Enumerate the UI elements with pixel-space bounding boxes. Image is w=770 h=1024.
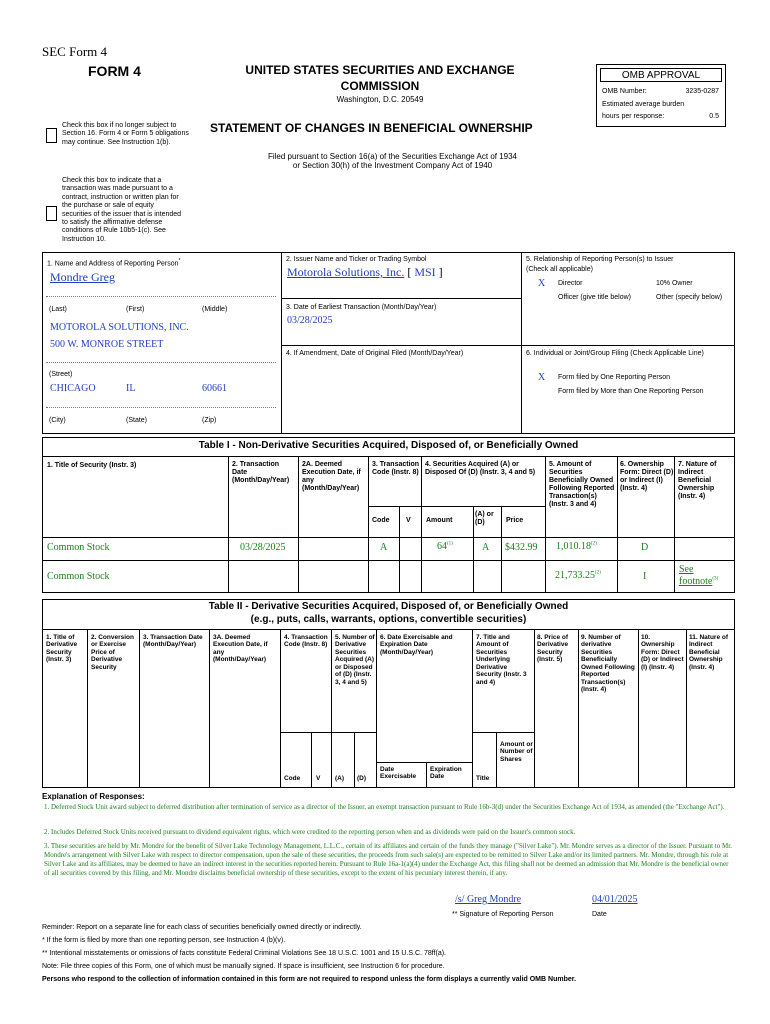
t2-sub-expiration: Expiration Date — [430, 766, 462, 781]
signature-date: 04/01/2025 — [592, 894, 638, 905]
city-value: CHICAGO — [50, 383, 96, 394]
filing-label: 6. Individual or Joint/Group Filing (Check Applicable Line) — [526, 350, 704, 357]
t1-row1-form: D — [641, 542, 649, 553]
t2-sub-title: Title — [476, 775, 490, 782]
t2-sub-code: Code — [284, 775, 301, 782]
table-2-subtitle: (e.g., puts, calls, warrants, options, convertible securities) — [250, 614, 527, 625]
footer-reminder: Reminder: Report on a separate line for each class of securities beneficially owned directly or indirectly. — [42, 924, 362, 931]
reporting-person-name[interactable]: Mondre Greg — [50, 270, 115, 284]
issuer-label: 2. Issuer Name and Ticker or Trading Symbol — [286, 256, 427, 263]
section16-checkbox[interactable] — [46, 128, 57, 143]
t1-row2-form: I — [643, 571, 647, 582]
t1-h6: 6. Ownership Form: Direct (D) or Indirect (I) (Instr. 4) — [620, 461, 674, 493]
signature-date-label: Date — [592, 911, 607, 918]
omb-hours-value: 0.5 — [709, 113, 719, 120]
officer-label: Officer (give title below) — [558, 294, 632, 301]
relationship-sublabel: (Check all applicable) — [526, 266, 593, 273]
owner10-label: 10% Owner — [656, 280, 693, 287]
t1-h2a: 2A. Deemed Execution Date, if any (Month/Day/Year) — [302, 461, 361, 493]
omb-title: OMB APPROVAL — [600, 68, 722, 82]
t2-h4: 4. Transaction Code (Instr. 8) — [284, 634, 328, 649]
rule10b5-text: Check this box to indicate that a transaction was made pursuant to a contract, instruction or written plan for the purchase or sale of equity securities of the issuer that is intended to satisfy the affirmative defense conditions of Rule 10b5-1(c). See Instruction 10. — [62, 177, 182, 243]
t1-row1-code: A — [380, 542, 388, 553]
reporting-person-label: 1. Name and Address of Reporting Person* — [47, 258, 181, 268]
explanation-heading: Explanation of Responses: — [42, 792, 145, 801]
t1-h3: 3. Transaction Code (Instr. 8) — [372, 461, 420, 477]
signature-label: ** Signature of Reporting Person — [452, 911, 554, 918]
state-value: IL — [126, 383, 136, 394]
footnote-1: 1. Deferred Stock Unit award subject to deferred distribution after termination of service as a director of the Issuer, an exempt transaction pursuant to Rule 16b-3(d) under the Securities Exchange Act of 1934, as amended (the "Exchange Act"). — [44, 803, 725, 811]
t1-sub-code: Code — [372, 517, 390, 524]
footnote-3: 3. These securities are held by Mr. Mondre for the benefit of Silver Lake Technology Management, L.L.C., certain of its affiliates and certain of the funds they manage ("Silver Lake"). Mr. Mondre serves as a director of the Issuer. Pursuant to Mr. Mondre's arrangement with Silver Lake with respect to director compensation, upon the sale of these securities, the proceeds from such sale(s) are expected to be remitted to Silver Lake and/or its limited partners. Mr. Mondre, through his role at Silver Lake and its affiliates, may be deemed to have an indirect interest in the securities reported herein. Pursuant to Rule 16a-1(a)(4) under the Exchange Act, this filing shall not be deemed an admission that Mr. Mondre is the beneficial owner of all securities covered by this filing, and Mr. Mondre disclaims beneficial ownership of these securities, except to the extent of his pecuniary interest therein, if any. — [44, 842, 732, 878]
t1-h5: 5. Amount of Securities Beneficially Owned Following Reported Transaction(s) (Instr. 3 and 4) — [549, 461, 615, 509]
t2-h5: 5. Number of Derivative Securities Acquired (A) or Disposed of (D) (Instr. 3, 4 and 5) — [335, 634, 375, 686]
last-name-label: (Last) — [49, 306, 67, 313]
footnote-2: 2. Includes Deferred Stock Units received pursuant to dividend equivalent rights, which were credited to the reporting person when and as dividends were paid on the Issuer's common stock. — [44, 828, 576, 836]
t2-sub-v: V — [316, 775, 321, 782]
earliest-transaction-date: 03/28/2025 — [287, 315, 333, 326]
t2-h10: 10. Ownership Form: Direct (D) or Indirect (I) (Instr. 4) — [641, 634, 684, 671]
statement-title: STATEMENT OF CHANGES IN BENEFICIAL OWNERSHIP — [210, 121, 533, 135]
amendment-label: 4. If Amendment, Date of Original Filed (Month/Day/Year) — [286, 350, 464, 357]
relationship-label: 5. Relationship of Reporting Person(s) to Issuer — [526, 256, 674, 263]
omb-number-label: OMB Number: — [602, 88, 647, 95]
t1-sub-price: Price — [506, 517, 524, 524]
omb-burden-label: Estimated average burden — [602, 101, 685, 108]
t1-row1-owned: 1,010.18$^{(2)}$ — [556, 541, 597, 552]
t1-row2-nature[interactable]: See footnote$^{(3)}$ — [679, 564, 719, 587]
t2-h11: 11. Nature of Indirect Beneficial Ownership (Instr. 4) — [689, 634, 729, 671]
t1-row1-price: $432.99 — [505, 542, 538, 553]
city-label: (City) — [49, 417, 66, 424]
t2-h1: 1. Title of Derivative Security (Instr. 3) — [46, 634, 78, 664]
t1-h2: 2. Transaction Date (Month/Day/Year) — [232, 461, 290, 485]
one-person-mark[interactable]: X — [538, 372, 546, 383]
t2-h7: 7. Title and Amount of Securities Underlying Derivative Security (Instr. 3 and 4) — [476, 634, 527, 686]
omb-approval-box — [596, 64, 726, 127]
t2-h8: 8. Price of Derivative Security (Instr. 5) — [537, 634, 569, 664]
t1-row2-title: Common Stock — [47, 571, 110, 582]
t1-h4: 4. Securities Acquired (A) or Disposed Of (D) (Instr. 3, 4 and 5) — [425, 461, 536, 477]
director-mark[interactable]: X — [538, 278, 546, 289]
director-label: Director — [558, 280, 583, 287]
issuer-name[interactable]: Motorola Solutions, Inc. [ MSI ] — [287, 265, 443, 279]
signature-value: /s/ Greg Mondre — [455, 894, 522, 905]
omb-hours-label: hours per response: — [602, 113, 665, 120]
issuer-ticker: MSI — [414, 265, 436, 279]
footer-joint: * If the form is filed by more than one reporting person, see Instruction 4 (b)(v). — [42, 937, 286, 944]
table-1-title: Table I - Non-Derivative Securities Acquired, Disposed of, or Beneficially Owned — [198, 440, 579, 451]
t2-sub-exercisable: Date Exercisable — [380, 766, 417, 781]
footer-misstatements: ** Intentional misstatements or omissions of facts constitute Federal Criminal Violations See 18 U.S.C. 1001 and 15 U.S.C. 78ff(a). — [42, 950, 446, 957]
agency-line-2: COMMISSION — [340, 79, 420, 93]
t2-h2: 2. Conversion or Exercise Price of Derivative Security — [91, 634, 134, 671]
omb-number-value: 3235-0287 — [685, 88, 719, 95]
footer-omb-notice: Persons who respond to the collection of information contained in this form are not required to respond unless the form displays a currently valid OMB Number. — [42, 976, 577, 983]
zip-value: 60661 — [202, 383, 227, 394]
agency-city: Washington, D.C. 20549 — [336, 95, 424, 104]
t1-row2-owned: 21,733.25$^{(2)}$ — [555, 570, 601, 581]
t2-h3a: 3A. Deemed Execution Date, if any (Month/Day/Year) — [213, 634, 268, 664]
company-name: MOTOROLA SOLUTIONS, INC. — [50, 322, 189, 333]
t1-row1-amount: 64$^{(1)}$ — [437, 541, 453, 552]
t2-sub-amount: Amount or Number of Shares — [500, 741, 533, 763]
filed-pursuant-2: or Section 30(h) of the Investment Company Act of 1940 — [292, 161, 493, 170]
form-title: FORM 4 — [88, 63, 141, 79]
street-value: 500 W. MONROE STREET — [50, 339, 164, 350]
t1-row1-ad: A — [482, 542, 490, 553]
zip-label: (Zip) — [202, 417, 217, 424]
section16-text: Check this box if no longer subject to Section 16. Form 4 or Form 5 obligations may continue. See Instruction 1(b). — [62, 122, 189, 146]
t1-sub-v: V — [406, 517, 411, 524]
t1-h7: 7. Nature of Indirect Beneficial Ownership (Instr. 4) — [678, 461, 717, 501]
filed-pursuant-1: Filed pursuant to Section 16(a) of the Securities Exchange Act of 1934 — [267, 152, 518, 161]
t1-row1-date: 03/28/2025 — [240, 542, 286, 553]
t2-sub-a: (A) — [335, 775, 345, 782]
footer-copies: Note: File three copies of this Form, one of which must be manually signed. If space is insufficient, see Instruction 6 for procedure. — [42, 963, 445, 970]
multi-person-label: Form filed by More than One Reporting Person — [558, 388, 704, 395]
t2-h6: 6. Date Exercisable and Expiration Date (Month/Day/Year) — [380, 634, 453, 656]
street-label: (Street) — [49, 371, 73, 378]
first-name-label: (First) — [126, 306, 145, 313]
state-label: (State) — [126, 417, 148, 424]
t2-sub-d: (D) — [357, 775, 367, 782]
table-2-title: Table II - Derivative Securities Acquired, Disposed of, or Beneficially Owned — [208, 601, 569, 612]
rule10b5-checkbox[interactable] — [46, 206, 57, 221]
t1-h1: 1. Title of Security (Instr. 3) — [47, 462, 137, 469]
t1-sub-amount: Amount — [426, 517, 453, 524]
t2-h3: 3. Transaction Date (Month/Day/Year) — [143, 634, 203, 649]
t2-h9: 9. Number of derivative Securities Beneficially Owned Following Reported Transaction(s) (Instr. 4) — [581, 634, 635, 694]
agency-line-1: UNITED STATES SECURITIES AND EXCHANGE — [245, 63, 515, 77]
middle-name-label: (Middle) — [202, 306, 228, 313]
other-label: Other (specify below) — [656, 294, 723, 301]
t1-sub-ad: (A) or (D) — [475, 511, 494, 527]
t1-row1-title: Common Stock — [47, 542, 110, 553]
earliest-transaction-label: 3. Date of Earliest Transaction (Month/Day/Year) — [286, 304, 437, 311]
sec-form-label: SEC Form 4 — [42, 44, 108, 59]
one-person-label: Form filed by One Reporting Person — [558, 374, 671, 381]
